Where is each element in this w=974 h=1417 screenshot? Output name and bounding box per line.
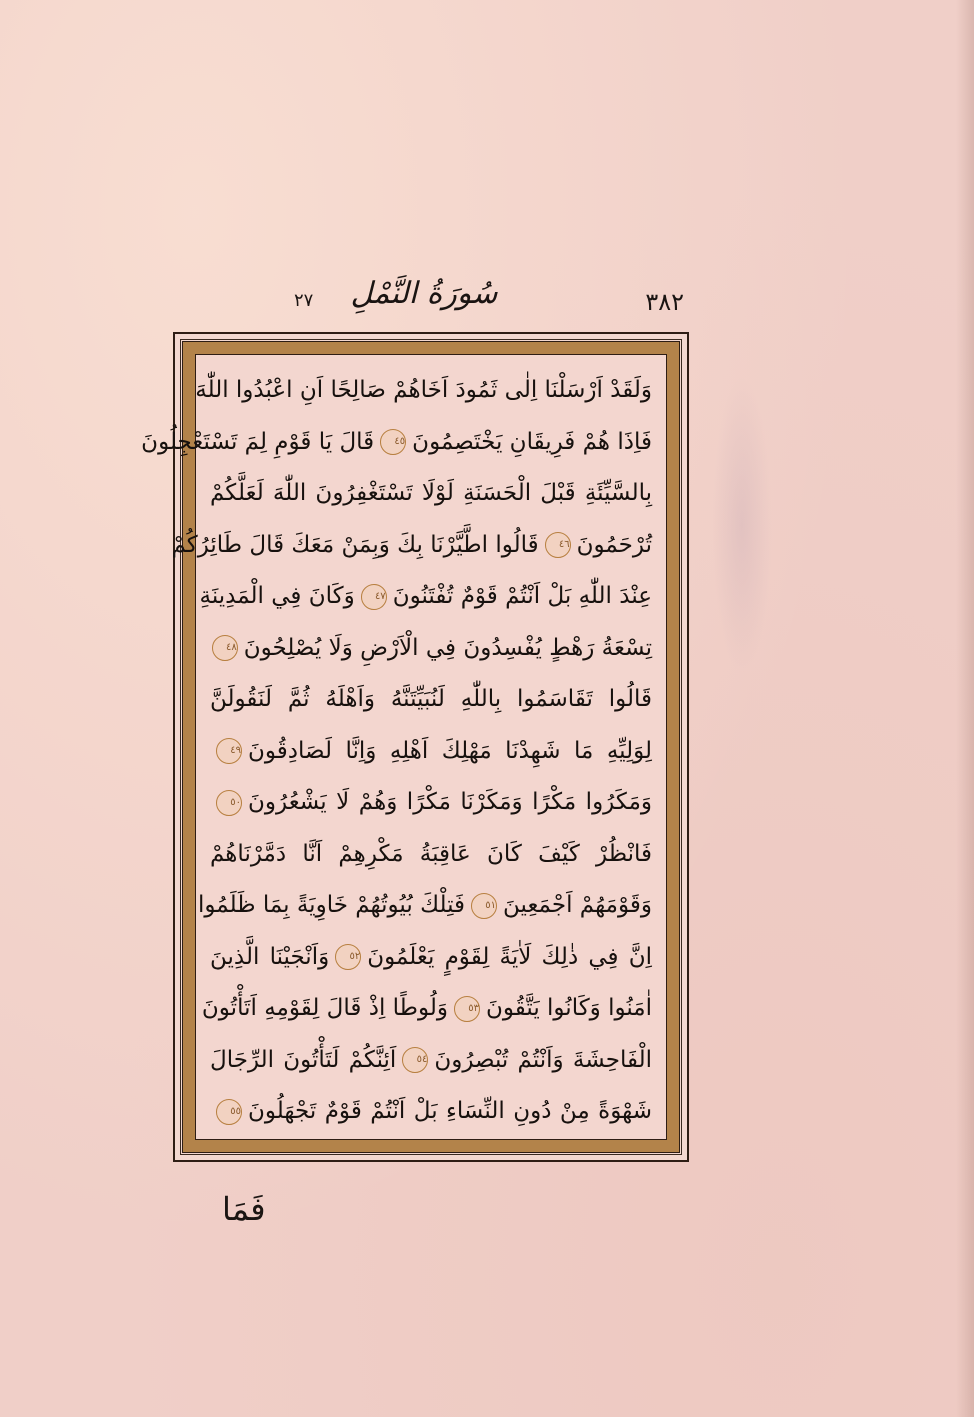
verse-text: وَاَنْجَيْنَا الَّذِينَ bbox=[210, 943, 330, 970]
verse-text: الْفَاحِشَةَ وَاَنْتُمْ تُبْصِرُونَ bbox=[434, 1046, 652, 1073]
verse-line bbox=[199, 571, 652, 623]
ayah-number-marker: ٥٥ bbox=[216, 1099, 242, 1125]
surah-number: ٢٧ bbox=[294, 290, 314, 311]
verse-line bbox=[141, 417, 652, 469]
verse-text: وَلَقَدْ اَرْسَلْنَا اِلٰى ثَمُودَ اَخَاهُمْ صَالِحًا اَنِ اعْبُدُوا اللّٰهَ bbox=[195, 377, 652, 403]
ayah-number-marker: ٥١ bbox=[471, 893, 497, 919]
frame-gold-border bbox=[141, 341, 680, 1153]
verse-line bbox=[198, 880, 652, 932]
verse-line bbox=[201, 983, 652, 1035]
surah-title: سُورَةُ النَّمْلِ bbox=[350, 276, 498, 311]
ayah-number-marker: ٥٢ bbox=[335, 944, 361, 970]
verse-line bbox=[210, 932, 652, 984]
verse-text: فَاِذَا هُمْ فَرِيقَانِ يَخْتَصِمُونَ bbox=[412, 428, 652, 455]
watermark-ornament bbox=[712, 375, 772, 675]
verse-line bbox=[210, 1086, 652, 1138]
verse-text: قَالَ يَا قَوْمِ لِمَ تَسْتَعْجِلُونَ bbox=[141, 428, 375, 455]
catchword: فَمَا bbox=[222, 1190, 266, 1228]
verse-text: تُرْحَمُونَ bbox=[576, 531, 652, 558]
ayah-number-marker: ٤٦ bbox=[545, 532, 571, 558]
verse-text: فَانْظُرْ كَيْفَ كَانَ عَاقِبَةُ مَكْرِهِمْ اَنَّا دَمَّرْنَاهُمْ bbox=[210, 840, 652, 867]
verse-line bbox=[210, 777, 652, 829]
verse-text: قَالُوا اطَّيَّرْنَا بِكَ وَبِمَنْ مَعَكَ قَالَ طَائِرُكُمْ bbox=[171, 531, 539, 558]
verse-line bbox=[210, 623, 652, 675]
verse-text: وَقَوْمَهُمْ اَجْمَعِينَ bbox=[503, 892, 652, 918]
ayah-number-marker: ٤٧ bbox=[361, 584, 387, 610]
verse-text: بِالسَّيِّئَةِ قَبْلَ الْحَسَنَةِ لَوْلَا تَسْتَغْفِرُونَ اللّٰهَ لَعَلَّكُمْ bbox=[210, 480, 652, 506]
page-edge-shadow bbox=[956, 0, 974, 1417]
verse-text: عِنْدَ اللّٰهِ بَلْ اَنْتُمْ قَوْمٌ تُفْتَنُونَ bbox=[392, 583, 652, 609]
verse-block bbox=[141, 365, 652, 1129]
page-header bbox=[174, 272, 684, 322]
verse-text: لِوَلِيِّهِ مَا شَهِدْنَا مَهْلِكَ اَهْلِهِ وَاِنَّا لَصَادِقُونَ bbox=[248, 737, 652, 764]
ayah-number-marker: ٥٠ bbox=[216, 790, 242, 816]
verse-text: وَلُوطًا اِذْ قَالَ لِقَوْمِهِ اَتَأْتُونَ bbox=[201, 995, 448, 1021]
ayah-number-marker: ٥٤ bbox=[402, 1047, 428, 1073]
verse-line bbox=[195, 365, 652, 417]
ayah-number-marker: ٤٥ bbox=[380, 429, 406, 455]
verse-text: اٰمَنُوا وَكَانُوا يَتَّقُونَ bbox=[485, 995, 652, 1021]
ayah-number-marker: ٤٩ bbox=[216, 738, 242, 764]
verse-line bbox=[210, 674, 652, 726]
verse-line bbox=[210, 468, 652, 520]
text-area bbox=[141, 354, 667, 1140]
verse-text: اِنَّ فِي ذٰلِكَ لَاٰيَةً لِقَوْمٍ يَعْلَمُونَ bbox=[367, 943, 652, 970]
verse-text: وَمَكَرُوا مَكْرًا وَمَكَرْنَا مَكْرًا وَهُمْ لَا يَشْعُرُونَ bbox=[248, 789, 652, 815]
verse-text: وَكَانَ فِي الْمَدِينَةِ bbox=[199, 583, 355, 609]
ayah-number-marker: ٤٨ bbox=[212, 635, 238, 661]
text-frame bbox=[141, 332, 689, 1162]
verse-text: قَالُوا تَقَاسَمُوا بِاللّٰهِ لَنُبَيِّتَنَّهُ وَاَهْلَهُ ثُمَّ لَنَقُولَنَّ bbox=[210, 686, 652, 712]
verse-text: تِسْعَةُ رَهْطٍ يُفْسِدُونَ فِي الْاَرْضِ وَلَا يُصْلِحُونَ bbox=[243, 634, 652, 661]
verse-text: فَتِلْكَ بُيُوتُهُمْ خَاوِيَةً بِمَا ظَلَمُوا bbox=[198, 892, 466, 918]
verse-line bbox=[210, 1035, 652, 1087]
verse-text: اَئِنَّكُمْ لَتَأْتُونَ الرِّجَالَ bbox=[210, 1046, 397, 1073]
verse-line bbox=[210, 829, 652, 881]
verse-line bbox=[171, 520, 652, 572]
verse-text: شَهْوَةً مِنْ دُونِ النِّسَاءِ بَلْ اَنْتُمْ قَوْمٌ تَجْهَلُونَ bbox=[248, 1098, 652, 1124]
verse-line bbox=[210, 726, 652, 778]
page-number: ٣٨٢ bbox=[645, 288, 684, 316]
ayah-number-marker: ٥٣ bbox=[454, 996, 480, 1022]
